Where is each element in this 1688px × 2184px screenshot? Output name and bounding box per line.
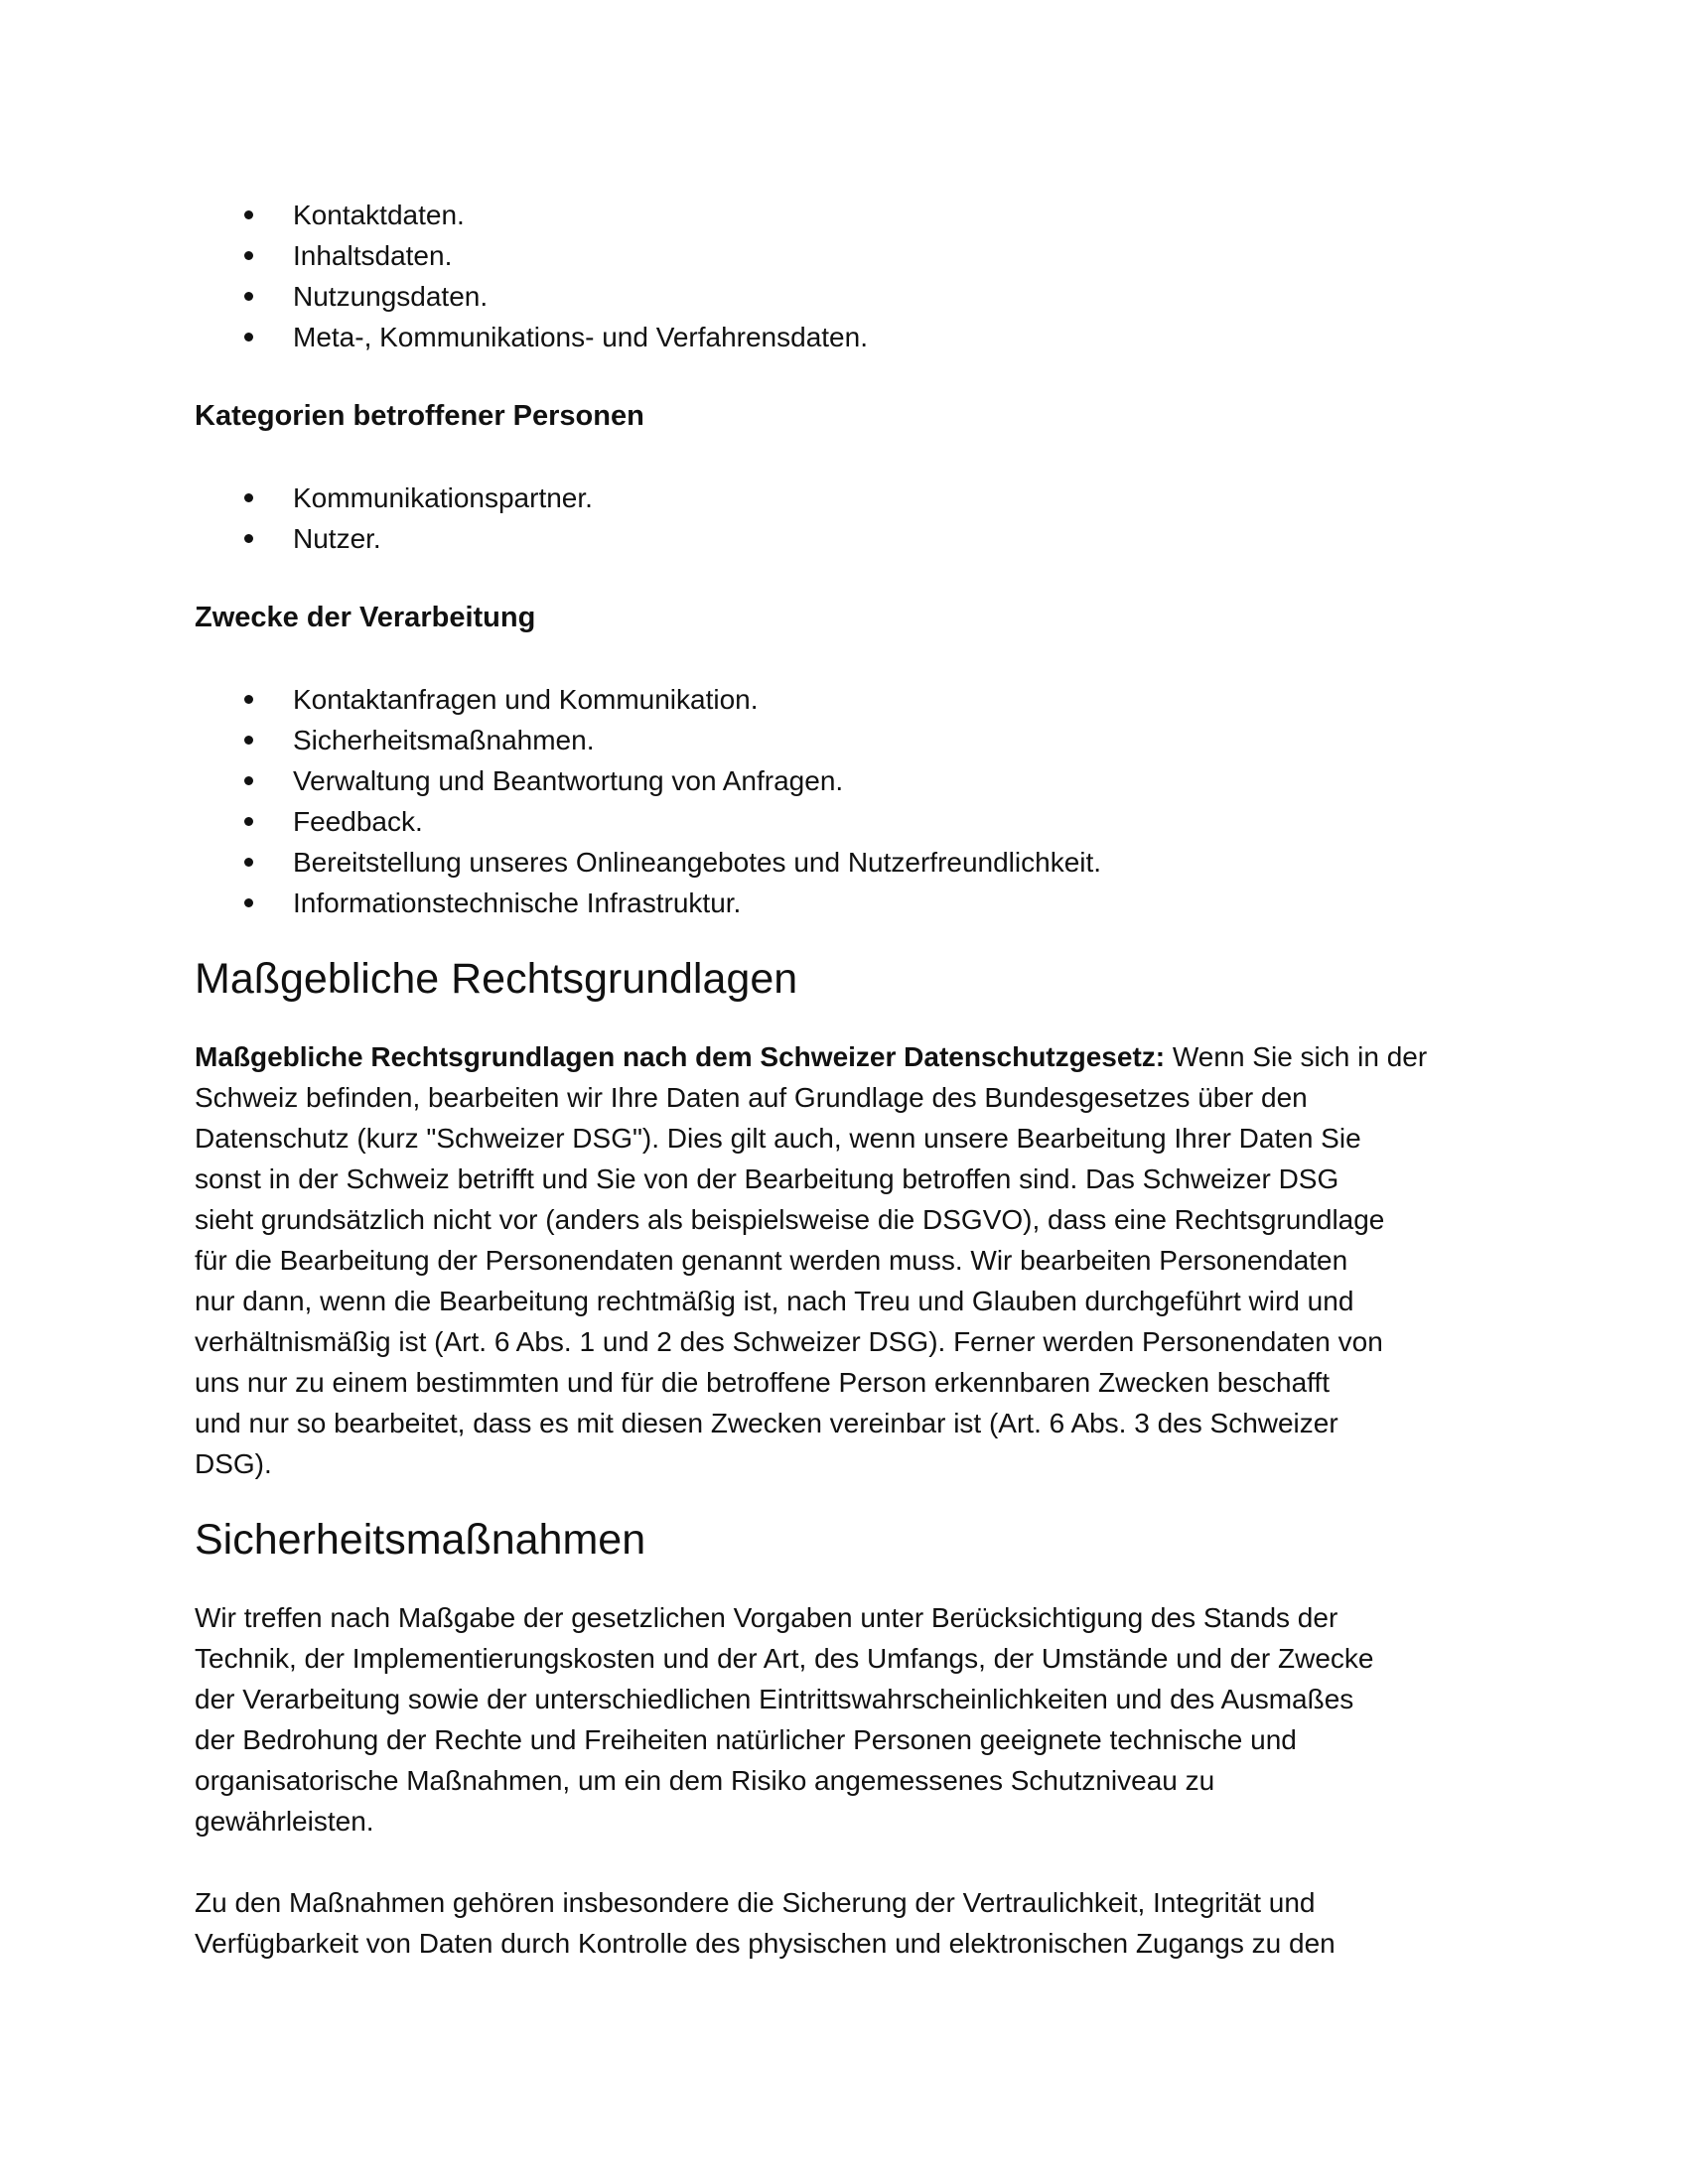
paragraph-line: organisatorische Maßnahmen, um ein dem Risiko angemessenes Schutzniveau zu xyxy=(195,1765,1215,1796)
paragraph-line: sieht grundsätzlich nicht vor (anders als beispielsweise die DSGVO), dass eine Rechtsgrundlage xyxy=(195,1204,1385,1235)
security-paragraph-1 xyxy=(195,1597,1505,1842)
list-item: Kontaktdaten. xyxy=(195,195,1505,235)
paragraph-line: für die Bearbeitung der Personendaten genannt werden muss. Wir bearbeiten Personendaten xyxy=(195,1245,1348,1276)
list-item: Feedback. xyxy=(195,801,1505,842)
data-categories-list xyxy=(195,195,1505,357)
document-page xyxy=(195,195,1505,1964)
persons-heading: Kategorien betroffener Personen xyxy=(195,400,644,432)
purposes-list xyxy=(195,679,1505,923)
paragraph-line: der Bedrohung der Rechte und Freiheiten natürlicher Personen geeignete technische und xyxy=(195,1724,1297,1755)
paragraph-line: und nur so bearbeitet, dass es mit diesen Zwecken vereinbar ist (Art. 6 Abs. 3 des Schweizer xyxy=(195,1408,1338,1438)
paragraph-line: uns nur zu einem bestimmten und für die betroffene Person erkennbaren Zwecken beschafft xyxy=(195,1367,1330,1398)
list-item: Sicherheitsmaßnahmen. xyxy=(195,720,1505,760)
list-item: Nutzungsdaten. xyxy=(195,276,1505,317)
security-paragraph-2 xyxy=(195,1882,1505,1964)
legal-basis-lead: Maßgebliche Rechtsgrundlagen nach dem Schweizer Datenschutzgesetz: xyxy=(195,1041,1166,1072)
paragraph-line: Datenschutz (kurz "Schweizer DSG"). Dies gilt auch, wenn unsere Bearbeitung Ihrer Daten Sie xyxy=(195,1123,1361,1154)
paragraph-line: Zu den Maßnahmen gehören insbesondere die Sicherung der Vertraulichkeit, Integrität und xyxy=(195,1887,1316,1918)
paragraph-line: Wir treffen nach Maßgabe der gesetzlichen Vorgaben unter Berücksichtigung des Stands der xyxy=(195,1602,1338,1633)
paragraph-line: gewährleisten. xyxy=(195,1806,374,1837)
list-item: Kommunikationspartner. xyxy=(195,478,1505,518)
paragraph-line: nur dann, wenn die Bearbeitung rechtmäßig ist, nach Treu und Glauben durchgeführt wird und xyxy=(195,1286,1354,1316)
paragraph-line: Schweiz befinden, bearbeiten wir Ihre Daten auf Grundlage des Bundesgesetzes über den xyxy=(195,1082,1308,1113)
paragraph-line: Verfügbarkeit von Daten durch Kontrolle des physischen und elektronischen Zugangs zu den xyxy=(195,1928,1336,1959)
list-item: Meta-, Kommunikations- und Verfahrensdaten. xyxy=(195,317,1505,357)
paragraph-line: der Verarbeitung sowie der unterschiedlichen Eintrittswahrscheinlichkeiten und des Ausmaßes xyxy=(195,1684,1354,1714)
list-item: Nutzer. xyxy=(195,518,1505,559)
paragraph-line: sonst in der Schweiz betrifft und Sie von der Bearbeitung betroffen sind. Das Schweizer DSG xyxy=(195,1163,1339,1194)
list-item: Bereitstellung unseres Onlineangebotes und Nutzerfreundlichkeit. xyxy=(195,842,1505,883)
paragraph-line: DSG). xyxy=(195,1448,272,1479)
purposes-heading: Zwecke der Verarbeitung xyxy=(195,602,536,633)
paragraph-line: Technik, der Implementierungskosten und der Art, des Umfangs, der Umstände und der Zwecke xyxy=(195,1643,1374,1674)
legal-basis-heading: Maßgebliche Rechtsgrundlagen xyxy=(195,955,798,1003)
legal-basis-paragraph xyxy=(195,1036,1505,1484)
list-item: Inhaltsdaten. xyxy=(195,235,1505,276)
security-heading: Sicherheitsmaßnahmen xyxy=(195,1516,646,1564)
paragraph-line: Maßgebliche Rechtsgrundlagen nach dem Schweizer Datenschutzgesetz: Wenn Sie sich in der xyxy=(195,1041,1428,1072)
persons-list xyxy=(195,478,1505,559)
list-item: Kontaktanfragen und Kommunikation. xyxy=(195,679,1505,720)
list-item: Verwaltung und Beantwortung von Anfragen. xyxy=(195,760,1505,801)
list-item: Informationstechnische Infrastruktur. xyxy=(195,883,1505,923)
paragraph-line: verhältnismäßig ist (Art. 6 Abs. 1 und 2 des Schweizer DSG). Ferner werden Personendaten von xyxy=(195,1326,1383,1357)
